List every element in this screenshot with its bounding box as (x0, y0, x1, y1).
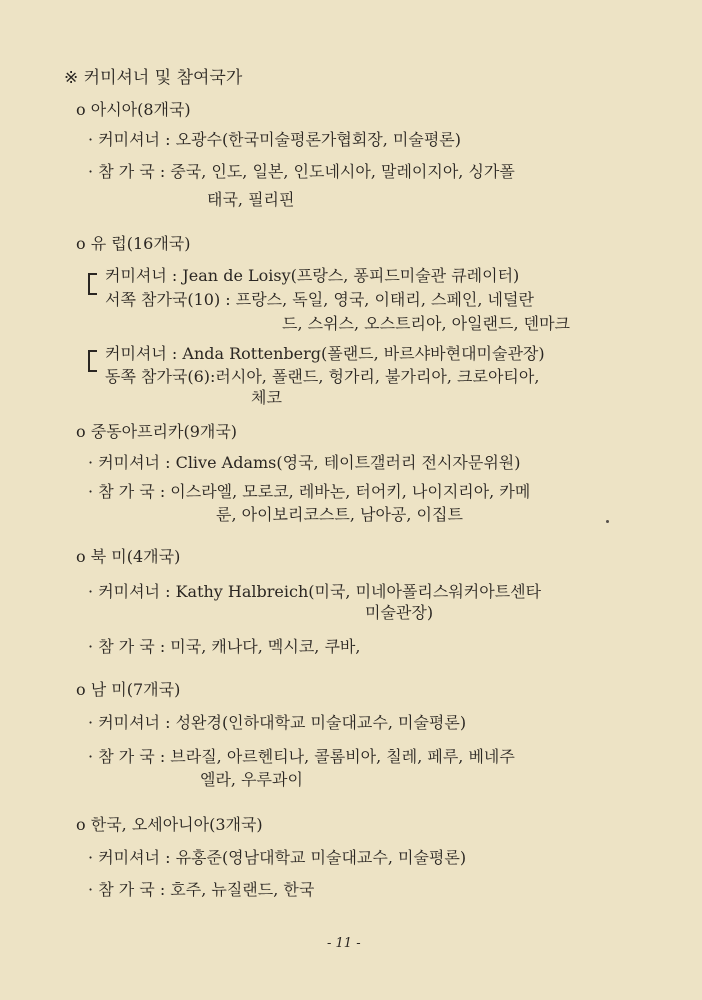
countries-text: 참 가 국 : 호주, 뉴질랜드, 한국 (98, 880, 315, 899)
dot-bullet: · (88, 482, 94, 501)
europe-west-commissioner: 커미셔너 : Jean de Loisy(프랑스, 퐁피드미술관 큐레이터) (105, 266, 520, 285)
mideast-africa-countries-cont: 룬, 아이보리코스트, 남아공, 이집트 (216, 505, 463, 524)
commissioner-text: 커미셔너 : Clive Adams(영국, 테이트갤러리 전시자문위원) (98, 453, 521, 472)
europe-east-commissioner: 커미셔너 : Anda Rottenberg(폴랜드, 바르샤바현대미술관장) (105, 344, 545, 363)
circle-bullet: o (76, 100, 86, 119)
bracket-icon (88, 273, 97, 295)
commissioner-text: 커미셔너 : 유홍준(영남대학교 미술대교수, 미술평론) (98, 848, 467, 867)
commissioner-text: 커미셔너 : 오광수(한국미술평론가협회장, 미술평론) (98, 130, 461, 149)
dot-bullet: · (88, 713, 94, 732)
commissioner-text: 커미셔너 : Kathy Halbreich(미국, 미네아폴리스워커아트센타 (98, 582, 542, 601)
europe-east-countries-cont: 체코 (251, 388, 282, 407)
south-america-countries-cont: 엘라, 우루과이 (200, 770, 303, 789)
south-america-commissioner (88, 713, 466, 733)
asia-countries-cont: 태국, 필리핀 (207, 190, 295, 209)
dot-bullet: · (88, 162, 94, 181)
circle-bullet: o (76, 815, 86, 834)
dot-bullet: · (88, 848, 94, 867)
region-title-text: 한국, 오세아니아(3개국) (90, 815, 263, 834)
page-number: - 11 - (327, 936, 361, 951)
mideast-africa-countries (88, 482, 530, 502)
dot-bullet: · (88, 453, 94, 472)
circle-bullet: o (76, 234, 86, 253)
south-america-countries (88, 747, 515, 767)
asia-countries (88, 162, 515, 182)
region-south-america-title (76, 680, 180, 700)
europe-west-countries: 서쪽 참가국(10) : 프랑스, 독일, 영국, 이태리, 스페인, 네덜란 (105, 290, 534, 309)
korea-oceania-commissioner (88, 848, 466, 868)
commissioner-text: 커미셔너 : 성완경(인하대학교 미술대교수, 미술평론) (98, 713, 467, 732)
region-title-text: 유 럽(16개국) (90, 234, 191, 253)
region-north-america-title (76, 547, 180, 567)
dot-bullet: · (88, 880, 94, 899)
heading-text: 커미셔너 및 참여국가 (83, 68, 243, 88)
north-america-countries (88, 637, 360, 657)
circle-bullet: o (76, 547, 86, 566)
europe-west-countries-cont: 드, 스위스, 오스트리아, 아일랜드, 덴마크 (282, 314, 570, 333)
circle-bullet: o (76, 422, 86, 441)
region-europe-title (76, 234, 191, 254)
region-title-text: 북 미(4개국) (90, 547, 181, 566)
dot-bullet: · (88, 582, 94, 601)
reference-mark: ※ (64, 68, 79, 88)
mideast-africa-commissioner (88, 453, 521, 473)
north-america-commissioner-cont: 미술관장) (365, 603, 434, 622)
ink-spot (606, 520, 609, 523)
region-mideast-africa-title (76, 422, 237, 442)
countries-text: 참 가 국 : 중국, 인도, 일본, 인도네시아, 말레이지아, 싱가폴 (98, 162, 515, 181)
countries-text: 참 가 국 : 이스라엘, 모로코, 레바논, 터어키, 나이지리아, 카메 (98, 482, 531, 501)
countries-text: 참 가 국 : 미국, 캐나다, 멕시코, 쿠바, (98, 637, 361, 656)
north-america-commissioner (88, 582, 541, 602)
region-title-text: 아시아(8개국) (90, 100, 191, 119)
bracket-icon (88, 350, 97, 372)
dot-bullet: · (88, 747, 94, 766)
region-asia-title (76, 100, 191, 120)
countries-text: 참 가 국 : 브라질, 아르헨티나, 콜롬비아, 칠레, 페루, 베네주 (98, 747, 515, 766)
dot-bullet: · (88, 130, 94, 149)
region-korea-oceania-title (76, 815, 263, 835)
region-title-text: 남 미(7개국) (90, 680, 181, 699)
europe-east-countries: 동쪽 참가국(6):러시아, 폴랜드, 헝가리, 불가리아, 크로아티아, (105, 367, 540, 386)
dot-bullet: · (88, 637, 94, 656)
korea-oceania-countries (88, 880, 314, 900)
region-title-text: 중동아프리카(9개국) (90, 422, 238, 441)
asia-commissioner (88, 130, 461, 150)
circle-bullet: o (76, 680, 86, 699)
section-heading (64, 68, 242, 88)
